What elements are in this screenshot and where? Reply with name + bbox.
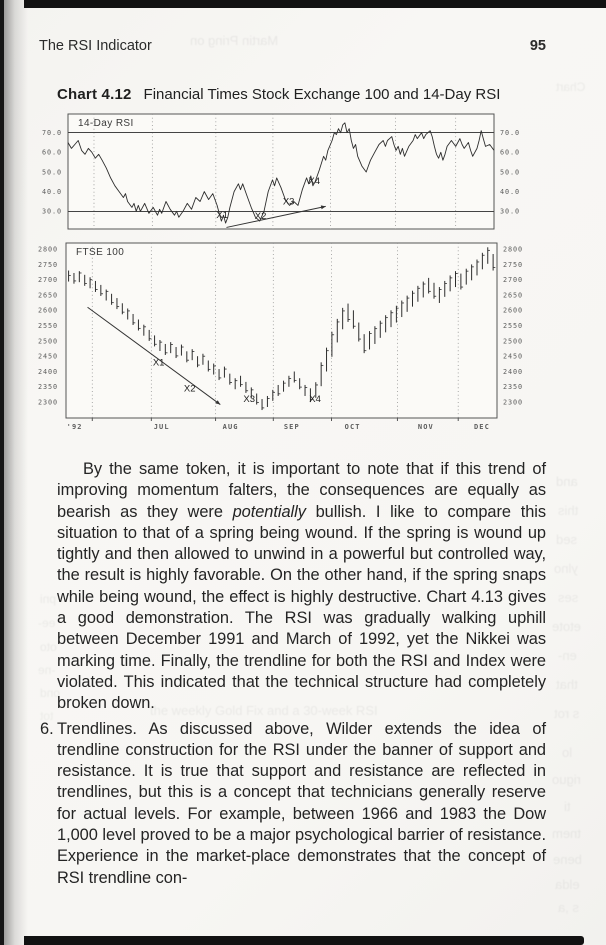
list-item-text: Trendlines. As discussed above, Wilder extends the idea of trendline construction for the RSI under the banner of support and resistance. It is true that support and resistance are reflected in trendlines, but this is a concept that technicians generally reserve for actual levels. For example, between 1966 and 1983 the Dow 1,000 level proved to be a major psychological barrier of resistance. Experience in the market-place demonstrates that the concept of RSI trendline con- (57, 719, 546, 887)
month-label: NOV (417, 423, 434, 431)
y-tick-label-right: 2650 (503, 291, 523, 300)
month-label: OCT (344, 423, 361, 431)
price-chart-frame (66, 243, 497, 418)
month-label: SEP (283, 423, 300, 431)
y-tick-label-left: 2350 (38, 383, 58, 392)
paragraph (57, 459, 546, 715)
price-chart-label: FTSE 100 (76, 247, 125, 258)
y-tick-label-left: 70.0 (42, 129, 62, 138)
annotation-x4: X4 (308, 175, 321, 187)
bleedthrough-text: ond (40, 686, 61, 700)
y-tick-label-left: 60.0 (42, 148, 62, 157)
bleedthrough-text: Martin Pring on (190, 33, 279, 48)
bleedthrough-text: pni (40, 592, 57, 606)
chart-figure (0, 104, 606, 449)
y-tick-label-right: 2700 (503, 276, 523, 285)
y-tick-label-left: 2500 (38, 337, 58, 346)
y-tick-label-right: 2300 (503, 398, 523, 407)
paragraph-italic-word: potentially (232, 502, 306, 521)
y-tick-label-right: 2400 (503, 367, 523, 376)
scan-edge-bottom (24, 936, 584, 945)
y-tick-label-right: 2500 (503, 337, 523, 346)
y-tick-label-right: 2350 (503, 383, 523, 392)
y-tick-label-right: 30.0 (500, 207, 520, 216)
scan-edge-top (24, 0, 606, 8)
bleedthrough-text: oto (40, 640, 57, 654)
paragraph-text: By the same token, it is important to note that if this trend of improving momentum falters, the consequences are equally as bearish as they were (57, 460, 546, 521)
month-label: '92 (66, 423, 83, 431)
y-tick-label-left: 2600 (38, 306, 58, 315)
y-tick-label-right: 50.0 (500, 168, 520, 177)
list-item-6 (40, 719, 546, 889)
y-tick-label-right: 40.0 (500, 188, 520, 197)
y-tick-label-left: 2650 (38, 291, 58, 300)
bleedthrough-text: s ,a (558, 900, 579, 915)
y-tick-label-left: 2550 (38, 322, 58, 331)
month-label: AUG (222, 423, 239, 431)
y-tick-label-right: 2450 (503, 352, 523, 361)
bleedthrough-text: that (556, 677, 578, 692)
y-tick-label-left: 2300 (38, 398, 58, 407)
bleedthrough-text: s rot (554, 706, 580, 721)
bleedthrough-text: en- (558, 648, 577, 663)
annotation-x4: X4 (309, 394, 321, 406)
month-label: DEC (473, 423, 490, 431)
bleedthrough-text: and (556, 474, 578, 489)
running-header (39, 38, 546, 54)
annotation-x2: X2 (183, 383, 196, 395)
bleedthrough-text: riguo (552, 772, 581, 787)
y-tick-label-right: 70.0 (500, 129, 520, 138)
y-tick-label-right: 2750 (503, 260, 523, 269)
bleedthrough-text: bene (553, 852, 582, 867)
bleedthrough-text: ses (558, 590, 579, 605)
rsi-chart-label: 14-Day RSI (78, 118, 134, 129)
bleedthrough-text: ee- (38, 616, 56, 630)
bleedthrough-text: the weekly Gold Fix and a 30-week RSI (150, 703, 378, 718)
bleedthrough-text: Chart (556, 80, 586, 94)
month-label: JUL (153, 423, 170, 431)
y-tick-label-right: 2550 (503, 322, 523, 331)
y-tick-label-left: 2400 (38, 367, 58, 376)
bleedthrough-text: lo (562, 745, 573, 760)
annotation-x1: X1 (152, 357, 165, 369)
y-tick-label-left: 2750 (38, 260, 58, 269)
bleedthrough-text: tnem (552, 826, 581, 841)
annotation-x2: X2 (254, 211, 267, 223)
bleedthrough-text: tot (40, 709, 54, 723)
paragraph-text: bullish. I like to compare this situation to that of a spring being wound. If the spring is wound up tightly and then allowed to unwind in a powerful but controlled way, the result is highly favorable. On the other hand, if the spring snaps while being wound, the effect is highly destructive. Chart 4.13 gives a good demonstration. The RSI was gradually walking uphill between December 1991 and March of 1992, yet the Nikkei was marking time. Finally, the trendline for both the RSI and Index were violated. This indicated that the technical structure had completely broken down. (57, 502, 546, 713)
y-tick-label-right: 2800 (503, 245, 523, 254)
y-tick-label-right: 2600 (503, 306, 523, 315)
y-tick-label-right: 60.0 (500, 148, 520, 157)
page-number: 95 (529, 38, 546, 54)
y-tick-label-left: 2800 (38, 245, 58, 254)
chart-caption-title: Financial Times Stock Exchange 100 and 14-Day RSI (143, 86, 501, 103)
bleedthrough-text: this (558, 503, 579, 518)
annotation-x3: X3 (282, 196, 295, 208)
bleedthrough-text: ylno (554, 561, 578, 576)
y-tick-label-left: 2450 (38, 352, 58, 361)
chart-caption (57, 86, 557, 103)
y-tick-label-left: 40.0 (42, 188, 62, 197)
y-tick-label-left: 2700 (38, 276, 58, 285)
y-tick-label-left: 30.0 (42, 207, 62, 216)
chart-caption-label: Chart 4.12 (57, 86, 132, 103)
chapter-title: The RSI Indicator (39, 38, 152, 54)
y-tick-label-left: 50.0 (42, 168, 62, 177)
bleedthrough-text: ti (564, 799, 571, 814)
annotation-x3: X3 (243, 394, 255, 406)
bleedthrough-text: etote (552, 619, 581, 634)
bleedthrough-text: sed (556, 532, 577, 547)
bleedthrough-text: -ne (38, 663, 56, 677)
annotation-x1: X1 (216, 210, 229, 222)
list-item-number: 6. (40, 719, 54, 738)
bleedthrough-text: elda (555, 877, 580, 892)
